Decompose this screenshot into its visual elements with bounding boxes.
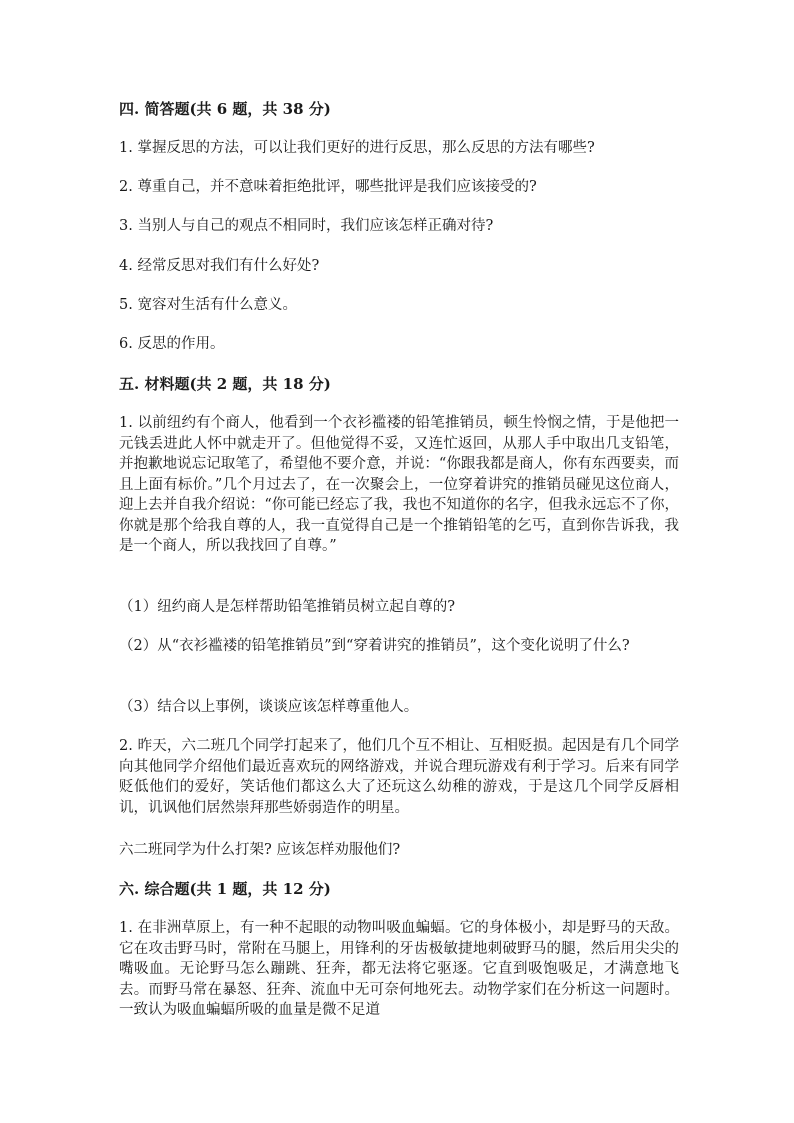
material-1-subquestion-3: （3）结合以上事例，谈谈应该怎样尊重他人。 [119,699,419,715]
material-2-text: 2. 昨天，六二班几个同学打起来了，他们几个互不相让、互相贬损。起因是有几个同学向其他同学介绍他们最近喜欢玩的网络游戏，并说合理玩游戏有利于学习。后来有同学贬低他们的爱好，笑话他们都这么大了还玩这么幼稚的游戏，于是这几个同学反唇相讥，讥讽他们居然崇拜那些娇弱造作的明星。 [119,738,679,816]
material-1-text: 1. 以前纽约有个商人，他看到一个衣衫褴褛的铅笔推销员，顿生怜悯之情，于是他把一元钱丢进此人怀中就走开了。但他觉得不妥，又连忙返回，从那人手中取出几支铅笔，并抱歉地说忘记取笔了，希望他不要介意，并说：“你跟我都是商人，你有东西要卖，而且上面有标价。”几个月过去了，在一次聚会上，一位穿着讲究的推销员碰见这位商人，迎上去并自我介绍说：“你可能已经忘了我，我也不知道你的名字，但我永远忘不了你，你就是那个给我自尊的人，我一直觉得自己是一个推销铅笔的乞丐，直到你告诉我，我是一个商人，所以我找回了自尊。” [119,415,679,554]
short-answer-question-2: 2. 尊重自己，并不意味着拒绝批评，哪些批评是我们应该接受的? [119,179,537,195]
material-1-subquestion-2: （2）从“衣衫褴褛的铅笔推销员”到“穿着讲究的推销员”，这个变化说明了什么? [119,638,630,654]
short-answer-question-1: 1. 掌握反思的方法，可以让我们更好的进行反思，那么反思的方法有哪些? [119,140,595,156]
short-answer-question-6: 6. 反思的作用。 [119,336,225,352]
material-1-subquestion-1: （1）纽约商人是怎样帮助铅笔推销员树立起自尊的? [119,599,455,615]
short-answer-question-4: 4. 经常反思对我们有什么好处? [119,258,320,274]
section-6-heading: 六. 综合题(共 1 题，共 12 分) [119,880,331,898]
material-2-question: 六二班同学为什么打架? 应该怎样劝服他们? [119,842,401,858]
short-answer-question-5: 5. 宽容对生活有什么意义。 [119,297,297,313]
section-4-heading: 四. 简答题(共 6 题，共 38 分) [119,100,331,118]
comprehensive-question-1-text: 1. 在非洲草原上，有一种不起眼的动物叫吸血蝙蝠。它的身体极小，却是野马的天敌。它在攻击野马时，常附在马腿上，用锋利的牙齿极敏捷地刺破野马的腿，然后用尖尖的嘴吸血。无论野马怎么蹦跳、狂奔，都无法将它驱逐。它直到吸饱吸足，才满意地飞去。而野马常在暴怒、狂奔、流血中无可奈何地死去。动物学家们在分析这一问题时。一致认为吸血蝙蝠所吸的血量是微不足道 [119,920,679,1018]
section-5-heading: 五. 材料题(共 2 题，共 18 分) [119,375,331,393]
short-answer-question-3: 3. 当别人与自己的观点不相同时，我们应该怎样正确对待? [119,218,494,234]
